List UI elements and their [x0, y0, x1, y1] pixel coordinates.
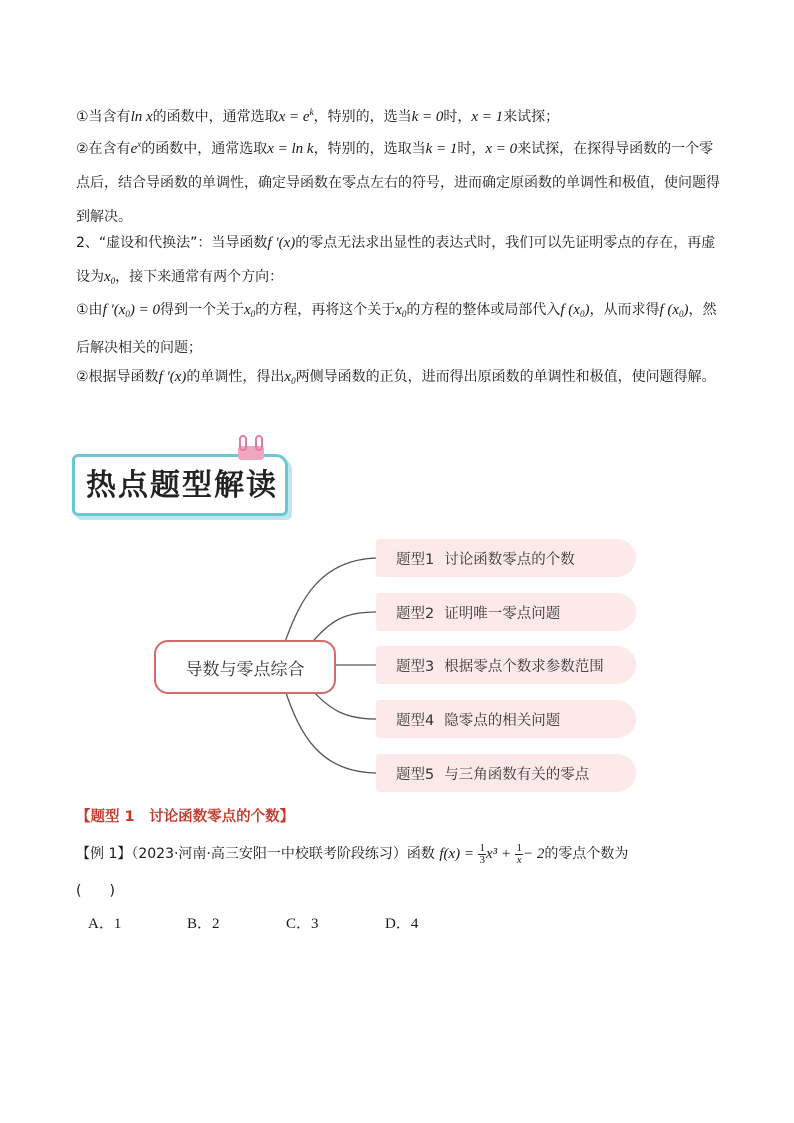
option-d: D．4 [385, 916, 419, 932]
text: 的方程，再将这个关于 [255, 302, 396, 318]
text: 的方程的整体或局部代入 [406, 302, 561, 318]
text: 来试探，在探得导函数的一个零点后，结合导函数的单调性，确定导函数在零点左右的符号，进而确定原函数的单调性和极值，使问题得到解决。 [76, 141, 720, 225]
math: f (x [659, 302, 680, 318]
math-sub: 0 [250, 309, 256, 319]
mindmap-branch-1 [376, 539, 636, 577]
text: 两侧导函数的正负，进而得出原函数的单调性和极值，使问题得解。 [295, 369, 716, 385]
mindmap-branch-2 [376, 593, 636, 631]
math: k = 0 [411, 109, 444, 125]
text: 的零点无法求出显性的表达式时，我们可以先证明零点的存在，再虚设为 [76, 235, 716, 285]
math: x = e [278, 109, 310, 125]
math-sub: 0 [579, 309, 585, 319]
text: ①当含有 [76, 109, 131, 125]
math: x = 1 [471, 109, 504, 125]
math: x = ln k [267, 141, 314, 157]
banner-title: 热点题型解读 [86, 468, 278, 503]
text: 时， [443, 109, 472, 125]
math: − 2 [522, 846, 545, 862]
text: 2、“虚设和代换法”：当导函数 [76, 235, 268, 251]
text: ，然后解决相关的问题； [76, 302, 717, 356]
frac-numerator: 1 [479, 841, 485, 854]
text: 得到一个关于 [160, 302, 245, 318]
branch-number: 题型5 [396, 766, 435, 783]
text: ②根据导函数 [76, 369, 159, 385]
frac-denominator: 3 [479, 853, 485, 866]
math: ) = 0 [129, 302, 161, 318]
section-heading: 【题型 1 讨论函数零点的个数】 [76, 809, 295, 825]
branch-number: 题型1 [396, 551, 435, 568]
math: x [395, 302, 402, 318]
math: ln x [130, 109, 153, 125]
mindmap-branch-4 [376, 700, 636, 738]
example-suffix: 的零点个数为 [544, 846, 629, 862]
branch-label: 证明唯一零点问题 [444, 605, 561, 622]
text: 的函数中，通常选取 [141, 141, 268, 157]
mindmap-center-node [154, 640, 336, 694]
mindmap-branch-3 [376, 646, 636, 684]
option-a: A．1 [88, 916, 122, 932]
frac-denominator: x [516, 853, 522, 866]
branch-label: 与三角函数有关的零点 [444, 766, 590, 783]
math-sub: 0 [125, 309, 130, 319]
option-c: C．3 [286, 916, 319, 932]
branch-label: 根据零点个数求参数范围 [444, 658, 604, 675]
branch-number: 题型3 [396, 658, 435, 675]
text: ②在含有 [76, 141, 131, 157]
text: 来试探； [503, 109, 560, 125]
text: ，接下来通常有两个方向： [115, 269, 284, 285]
branch-label: 讨论函数零点的个数 [444, 551, 575, 568]
branch-number: 题型4 [396, 712, 435, 729]
text: 时， [457, 141, 486, 157]
math: f (x [560, 302, 580, 318]
example-question [76, 840, 628, 868]
text: ，从而求得 [589, 302, 660, 318]
math: ) [683, 302, 689, 318]
mindmap-branch-5 [376, 754, 636, 792]
option-b: B．2 [187, 916, 220, 932]
text: ①由 [76, 302, 103, 318]
math: e [130, 141, 138, 157]
mindmap-center-label: 导数与零点综合 [185, 659, 305, 680]
branch-number: 题型2 [396, 605, 435, 622]
answer-blank: ( ) [76, 883, 115, 899]
text: ，特别的，选取当 [313, 141, 426, 157]
text: ，特别的，选当 [313, 109, 412, 125]
math-sup: x [137, 139, 142, 149]
math: f ′(x) [158, 369, 187, 385]
fraction [478, 843, 486, 866]
math: x³ + [485, 846, 512, 862]
math: x = 0 [485, 141, 518, 157]
math: x [284, 369, 292, 385]
branch-label: 隐零点的相关问题 [444, 712, 561, 729]
math-sup: k [309, 107, 314, 117]
text: 的单调性，得出 [186, 369, 285, 385]
math: x [244, 302, 251, 318]
math: x [104, 269, 111, 285]
answer-options [88, 912, 484, 933]
example-prefix: 【例 1】（2023·河南·高三安阳一中校联考阶段练习）函数 [76, 846, 435, 862]
math-sub: 0 [401, 309, 407, 319]
math: k = 1 [425, 141, 458, 157]
text: 的函数中，通常选取 [152, 109, 279, 125]
math-sub: 0 [291, 376, 296, 386]
frac-numerator: 1 [516, 841, 522, 854]
math: f(x) = [439, 846, 475, 862]
math: ) [584, 302, 590, 318]
math: f ′(x) [267, 235, 296, 251]
math-sub: 0 [110, 276, 116, 286]
math: f ′(x [102, 302, 126, 318]
fraction [515, 843, 523, 866]
math-sub: 0 [679, 309, 684, 319]
